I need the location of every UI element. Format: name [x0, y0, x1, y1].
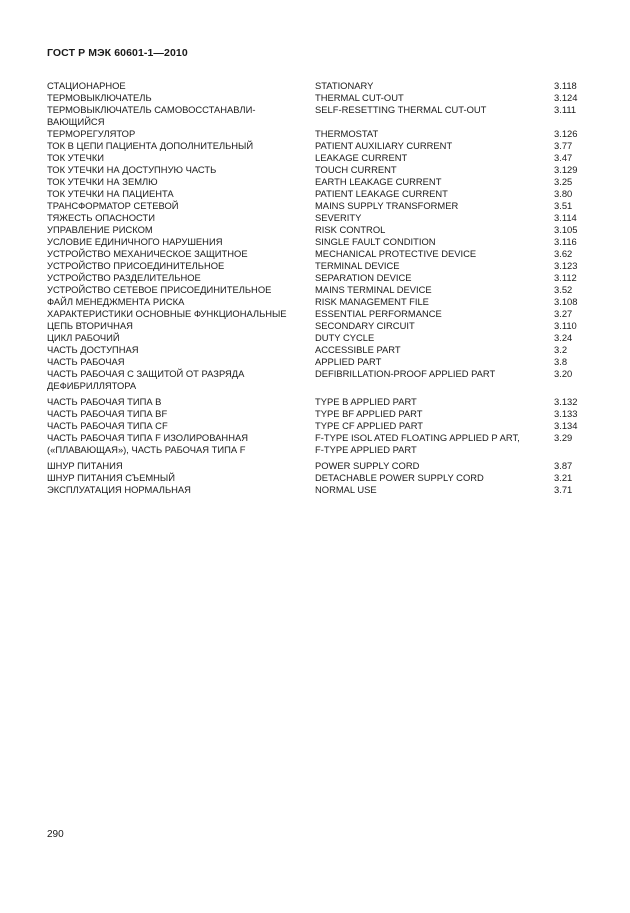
term-reference: 3.133 [554, 408, 578, 419]
term-english: EARTH LEAKAGE CURRENT [315, 176, 442, 187]
term-russian: ЦИКЛ РАБОЧИЙ [47, 332, 120, 343]
term-reference: 3.20 [554, 368, 573, 379]
term-english: STATIONARY [315, 80, 374, 91]
term-russian: УСТРОЙСТВО РАЗДЕЛИТЕЛЬНОЕ [47, 272, 201, 283]
term-reference: 3.80 [554, 188, 573, 199]
term-russian: ЧАСТЬ РАБОЧАЯ ТИПА В [47, 396, 162, 407]
term-russian: ЧАСТЬ РАБОЧАЯ ТИПА BF [47, 408, 168, 419]
term-row [47, 128, 587, 140]
term-reference: 3.51 [554, 200, 573, 211]
term-row [47, 284, 587, 296]
term-russian: УСТРОЙСТВО МЕХАНИЧЕСКОЕ ЗАЩИТНОЕ [47, 248, 248, 259]
term-english: PATIENT LEAKAGE CURRENT [315, 188, 448, 199]
term-row [47, 356, 587, 368]
term-row [47, 408, 587, 420]
term-russian: ШНУР ПИТАНИЯ СЪЕМНЫЙ [47, 472, 175, 483]
term-russian: ТОК УТЕЧКИ НА ДОСТУПНУЮ ЧАСТЬ [47, 164, 217, 175]
term-english: SEPARATION DEVICE [315, 272, 412, 283]
term-russian: ФАЙЛ МЕНЕДЖМЕНТА РИСКА [47, 296, 185, 307]
term-russian: ТЕРМОВЫКЛЮЧАТЕЛЬ САМОВОССТАНАВЛИ- ВАЮЩИЙСЯ [47, 104, 256, 127]
term-english: ESSENTIAL PERFORMANCE [315, 308, 442, 319]
term-english: TYPE B APPLIED PART [315, 396, 417, 407]
term-row [47, 260, 587, 272]
term-reference: 3.77 [554, 140, 573, 151]
term-english: LEAKAGE CURRENT [315, 152, 408, 163]
term-row [47, 296, 587, 308]
term-english: TOUCH CURRENT [315, 164, 397, 175]
term-english: PATIENT AUXILIARY CURRENT [315, 140, 453, 151]
term-reference: 3.105 [554, 224, 578, 235]
term-row [47, 152, 587, 164]
term-reference: 3.71 [554, 484, 573, 495]
term-row [47, 332, 587, 344]
term-row [47, 484, 587, 496]
term-english: TERMINAL DEVICE [315, 260, 400, 271]
term-row [47, 420, 587, 432]
term-russian: УСТРОЙСТВО ПРИСОЕДИНИТЕЛЬНОЕ [47, 260, 225, 271]
term-row [47, 320, 587, 332]
term-russian: ЧАСТЬ ДОСТУПНАЯ [47, 344, 139, 355]
term-russian: ЧАСТЬ РАБОЧАЯ [47, 356, 125, 367]
term-reference: 3.52 [554, 284, 573, 295]
document-title: ГОСТ Р МЭК 60601-1—2010 [47, 47, 188, 59]
term-russian: ХАРАКТЕРИСТИКИ ОСНОВНЫЕ ФУНКЦИОНАЛЬНЫЕ [47, 308, 287, 319]
term-english: TYPE BF APPLIED PART [315, 408, 423, 419]
term-english: RISK MANAGEMENT FILE [315, 296, 429, 307]
term-russian: ЭКСПЛУАТАЦИЯ НОРМАЛЬНАЯ [47, 484, 191, 495]
term-reference: 3.132 [554, 396, 578, 407]
term-russian: ТЯЖЕСТЬ ОПАСНОСТИ [47, 212, 155, 223]
term-reference: 3.108 [554, 296, 578, 307]
term-reference: 3.87 [554, 460, 573, 471]
term-english: NORMAL USE [315, 484, 377, 495]
term-english: RISK CONTROL [315, 224, 386, 235]
term-row [47, 212, 587, 224]
term-row [47, 396, 587, 408]
term-english: POWER SUPPLY CORD [315, 460, 420, 471]
term-english: ACCESSIBLE PART [315, 344, 401, 355]
term-row [47, 176, 587, 188]
term-row [47, 236, 587, 248]
term-reference: 3.25 [554, 176, 573, 187]
term-index-list [47, 80, 587, 496]
term-row [47, 200, 587, 212]
term-reference: 3.62 [554, 248, 573, 259]
term-row [47, 308, 587, 320]
term-reference: 3.112 [554, 272, 577, 283]
term-reference: 3.27 [554, 308, 573, 319]
term-row [47, 432, 587, 456]
term-reference: 3.124 [554, 92, 578, 103]
term-english: DUTY CYCLE [315, 332, 375, 343]
term-row [47, 104, 587, 128]
term-russian: ТОК УТЕЧКИ НА ПАЦИЕНТА [47, 188, 174, 199]
term-russian: СТАЦИОНАРНОЕ [47, 80, 126, 91]
term-russian: ЧАСТЬ РАБОЧАЯ С ЗАЩИТОЙ ОТ РАЗРЯДА ДЕФИБРИЛЛЯТОРА [47, 368, 245, 391]
term-reference: 3.24 [554, 332, 573, 343]
term-russian: ТЕРМОВЫКЛЮЧАТЕЛЬ [47, 92, 152, 103]
term-row [47, 248, 587, 260]
term-english: THERMOSTAT [315, 128, 379, 139]
term-reference: 3.123 [554, 260, 578, 271]
term-reference: 3.2 [554, 344, 568, 355]
term-reference: 3.118 [554, 80, 577, 91]
term-russian: ТРАНСФОРМАТОР СЕТЕВОЙ [47, 200, 179, 211]
term-reference: 3.134 [554, 420, 578, 431]
page-number: 290 [47, 829, 64, 840]
term-reference: 3.126 [554, 128, 578, 139]
term-russian: ТОК УТЕЧКИ НА ЗЕМЛЮ [47, 176, 158, 187]
term-russian: ЧАСТЬ РАБОЧАЯ ТИПА CF [47, 420, 168, 431]
term-english: F-TYPE ISOL ATED FLOATING APPLIED P ART, F-TYPE APPLIED PART [315, 432, 520, 455]
term-russian: ТОК УТЕЧКИ [47, 152, 105, 163]
term-english: THERMAL CUT-OUT [315, 92, 404, 103]
term-russian: ТОК В ЦЕПИ ПАЦИЕНТА ДОПОЛНИТЕЛЬНЫЙ [47, 140, 254, 151]
term-russian: ЦЕПЬ ВТОРИЧНАЯ [47, 320, 133, 331]
term-english: MECHANICAL PROTECTIVE DEVICE [315, 248, 477, 259]
term-row [47, 164, 587, 176]
term-russian: УСТРОЙСТВО СЕТЕВОЕ ПРИСОЕДИНИТЕЛЬНОЕ [47, 284, 272, 295]
term-row [47, 472, 587, 484]
term-english: TYPE CF APPLIED PART [315, 420, 424, 431]
term-reference: 3.114 [554, 212, 577, 223]
term-reference: 3.129 [554, 164, 578, 175]
term-english: SINGLE FAULT CONDITION [315, 236, 436, 247]
term-russian: ТЕРМОРЕГУЛЯТОР [47, 128, 136, 139]
term-english: DETACHABLE POWER SUPPLY CORD [315, 472, 484, 483]
term-reference: 3.29 [554, 432, 573, 443]
term-russian: УПРАВЛЕНИЕ РИСКОМ [47, 224, 153, 235]
term-reference: 3.111 [554, 104, 577, 115]
term-english: MAINS SUPPLY TRANSFORMER [315, 200, 459, 211]
term-english: SELF-RESETTING THERMAL CUT-OUT [315, 104, 487, 115]
term-reference: 3.116 [554, 236, 577, 247]
term-reference: 3.8 [554, 356, 568, 367]
term-row [47, 80, 587, 92]
term-english: MAINS TERMINAL DEVICE [315, 284, 432, 295]
term-russian: УСЛОВИЕ ЕДИНИЧНОГО НАРУШЕНИЯ [47, 236, 223, 247]
term-russian: ЧАСТЬ РАБОЧАЯ ТИПА F ИЗОЛИРОВАННАЯ («ПЛАВАЮЩАЯ»), ЧАСТЬ РАБОЧАЯ ТИПА F [47, 432, 248, 455]
term-english: APPLIED PART [315, 356, 382, 367]
term-reference: 3.21 [554, 472, 573, 483]
term-row [47, 224, 587, 236]
term-reference: 3.47 [554, 152, 573, 163]
term-reference: 3.110 [554, 320, 577, 331]
term-english: SECONDARY CIRCUIT [315, 320, 415, 331]
term-english: DEFIBRILLATION-PROOF APPLIED PART [315, 368, 496, 379]
term-row [47, 188, 587, 200]
term-row [47, 460, 587, 472]
term-russian: ШНУР ПИТАНИЯ [47, 460, 123, 471]
term-row [47, 272, 587, 284]
term-english: SEVERITY [315, 212, 362, 223]
term-row [47, 140, 587, 152]
term-row [47, 368, 587, 392]
term-row [47, 92, 587, 104]
term-row [47, 344, 587, 356]
